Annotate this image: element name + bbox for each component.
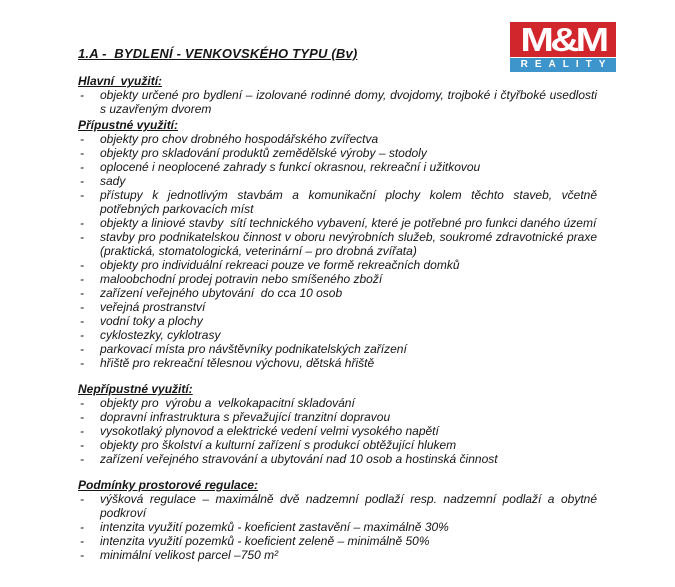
bullet-dash: - [80, 272, 84, 286]
list-item [78, 534, 597, 548]
list-item [78, 452, 597, 466]
list-item [78, 438, 597, 452]
section-1 [78, 118, 601, 370]
list-item [78, 286, 597, 300]
list-item-text: výšková regulace – maximálně dvě nadzemní podlaží resp. nadzemní podlaží a obytné podkroví [100, 492, 601, 520]
list-item-text: objekty pro výrobu a velkokapacitní skladování [100, 396, 355, 410]
list-item [78, 146, 597, 160]
list-item-text: zařízení veřejného ubytování do cca 10 osob [100, 286, 343, 300]
list-item-text: hřiště pro rekreační tělesnou výchovu, dětská hřiště [100, 356, 375, 370]
logo-mm-text: M&M [520, 22, 606, 57]
bullet-dash: - [80, 342, 84, 356]
list-item [78, 160, 597, 174]
list-item [78, 492, 601, 520]
list-item [78, 230, 601, 258]
list-item [78, 216, 597, 230]
list-item [78, 328, 597, 342]
list-item-text: objekty pro skladování produktů zemědělské výroby – stodoly [100, 146, 427, 160]
list-item [78, 396, 597, 410]
bullet-dash: - [80, 160, 84, 174]
section-heading: Podmínky prostorové regulace: [78, 478, 259, 492]
bullet-dash: - [80, 88, 84, 102]
bullet-dash: - [80, 410, 84, 424]
bullet-dash: - [80, 492, 84, 506]
logo-reality-bar [510, 58, 616, 72]
list-item-text: přístupy k jednotlivým stavbám a komunikační plochy kolem těchto staveb, včetně potřebných parkovacích míst [100, 188, 601, 216]
logo-mm-box [510, 22, 616, 57]
list-item-text: intenzita využití pozemků - koeficient zastavění – maximálně 30% [100, 520, 449, 534]
list-item-text: parkovací místa pro návštěvníky podnikatelských zařízení [100, 342, 407, 356]
list-item-text: stavby pro podnikatelskou činnost v oboru nevýrobních služeb, soukromé zdravotnické praxe (praktická, stomatologická, veterinární – pro drobná zvířata) [100, 230, 601, 258]
list-item-text: minimální velikost parcel –750 m² [100, 548, 279, 562]
bullet-dash: - [80, 438, 84, 452]
logo-reality-text: REALITY [520, 59, 613, 70]
list-item-text: cyklostezky, cyklotrasy [100, 328, 221, 342]
bullet-dash: - [80, 258, 84, 272]
sections [78, 74, 601, 562]
bullet-dash: - [80, 424, 84, 438]
bullet-dash: - [80, 146, 84, 160]
list-item-text: dopravní infrastruktura s převažující tranzitní dopravou [100, 410, 391, 424]
list-item [78, 272, 597, 286]
list-item-text: objekty a liniové stavby sítí technického vybavení, které je potřebné pro funkci daného území [100, 216, 597, 230]
list-item [78, 258, 597, 272]
bullet-dash: - [80, 188, 84, 202]
bullet-dash: - [80, 216, 84, 230]
list-item-text: oplocené i neoplocené zahrady s funkcí okrasnou, rekreační i užitkovou [100, 160, 481, 174]
bullet-dash: - [80, 452, 84, 466]
list-item [78, 356, 597, 370]
list-item-text: veřejná prostranství [100, 300, 206, 314]
list-item [78, 132, 597, 146]
list-item-text: maloobchodní prodej potravin nebo smíšeného zboží [100, 272, 383, 286]
bullet-dash: - [80, 174, 84, 188]
list-item [78, 424, 597, 438]
list-item [78, 342, 597, 356]
section-heading: Nepřípustné využití: [78, 382, 193, 396]
list-item-text: zařízení veřejného stravování a ubytování nad 10 osob a hostinská činnost [100, 452, 498, 466]
bullet-dash: - [80, 286, 84, 300]
list-item [78, 188, 601, 216]
document-title: 1.A - BYDLENÍ - VENKOVSKÉHO TYPU (Bv) [78, 46, 358, 61]
list-item-text: objekty určené pro bydlení – izolované rodinné domy, dvojdomy, trojboké i čtyřboké usedlosti s uzavřeným dvorem [100, 88, 601, 116]
list-item [78, 410, 597, 424]
bullet-dash: - [80, 314, 84, 328]
bullet-dash: - [80, 356, 84, 370]
list-item [78, 314, 597, 328]
section-heading: Přípustné využití: [78, 118, 179, 132]
list-item [78, 88, 601, 116]
bullet-dash: - [80, 328, 84, 342]
section-0 [78, 74, 601, 116]
bullet-dash: - [80, 132, 84, 146]
list-item [78, 174, 597, 188]
list-item-text: sady [100, 174, 126, 188]
list-item-text: objekty pro chov drobného hospodářského zvířectva [100, 132, 379, 146]
bullet-dash: - [80, 520, 84, 534]
section-2 [78, 382, 597, 466]
list-item-text: intenzita využití pozemků - koeficient zeleně – minimálně 50% [100, 534, 430, 548]
list-item-text: objekty pro individuální rekreaci pouze ve formě rekreačních domků [100, 258, 460, 272]
bullet-dash: - [80, 396, 84, 410]
section-3 [78, 478, 601, 562]
section-heading: Hlavní využití: [78, 74, 163, 88]
bullet-dash: - [80, 534, 84, 548]
mm-reality-logo [510, 22, 616, 72]
bullet-dash: - [80, 300, 84, 314]
list-item-text: vodní toky a plochy [100, 314, 203, 328]
bullet-dash: - [80, 230, 84, 244]
list-item [78, 300, 597, 314]
bullet-dash: - [80, 548, 84, 562]
list-item-text: vysokotlaký plynovod a elektrické vedení velmi vysokého napětí [100, 424, 439, 438]
list-item [78, 520, 597, 534]
list-item-text: objekty pro školství a kulturní zařízení s produkcí obtěžující hlukem [100, 438, 457, 452]
list-item [78, 548, 597, 562]
